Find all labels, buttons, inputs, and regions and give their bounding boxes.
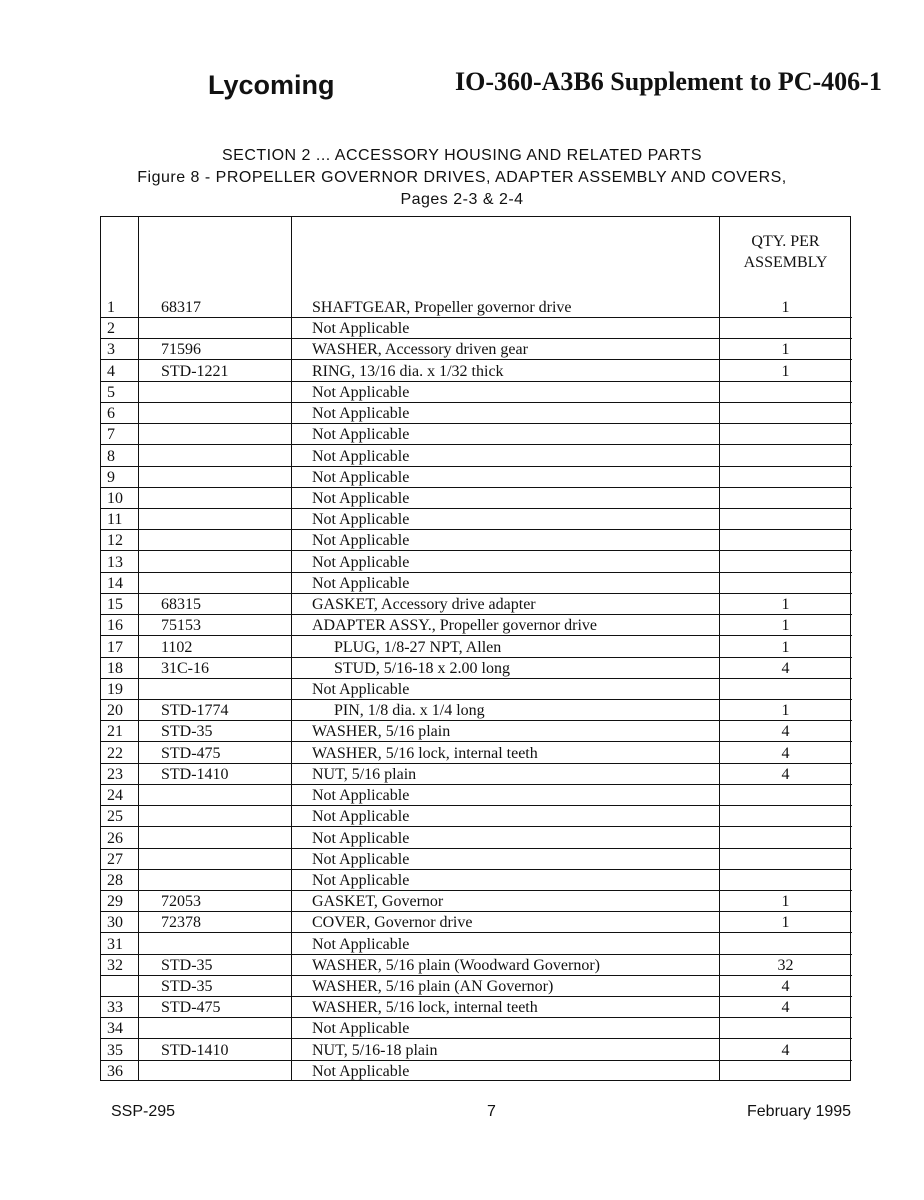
parts-table [100, 216, 851, 1081]
table-row [101, 318, 852, 339]
part-description: GASKET, Governor [312, 893, 444, 911]
part-description: PIN, 1/8 dia. x 1/4 long [334, 702, 485, 720]
part-number: 75153 [161, 617, 201, 635]
item-number: 28 [107, 871, 123, 889]
part-number: STD-35 [161, 978, 213, 996]
part-description: COVER, Governor drive [312, 914, 473, 932]
part-description: PLUG, 1/8-27 NPT, Allen [334, 638, 502, 656]
item-number: 15 [107, 596, 123, 614]
item-number: 22 [107, 744, 123, 762]
item-number: 24 [107, 787, 123, 805]
table-row [101, 658, 852, 679]
item-number: 20 [107, 702, 123, 720]
item-number: 5 [107, 383, 115, 401]
part-number: 72378 [161, 914, 201, 932]
part-number: STD-475 [161, 744, 221, 762]
table-row [101, 700, 852, 721]
table-row [101, 488, 852, 509]
item-number: 16 [107, 617, 123, 635]
table-row [101, 976, 852, 997]
table-row [101, 1061, 852, 1082]
item-number: 29 [107, 893, 123, 911]
item-number: 18 [107, 659, 123, 677]
table-row [101, 997, 852, 1018]
table-row [101, 594, 852, 615]
item-number: 14 [107, 574, 123, 592]
item-number: 3 [107, 341, 115, 359]
table-row [101, 849, 852, 870]
quantity: 1 [781, 638, 790, 656]
part-number: 71596 [161, 341, 201, 359]
part-description: Not Applicable [312, 935, 410, 953]
table-row [101, 446, 852, 467]
part-description: WASHER, 5/16 plain (AN Governor) [312, 978, 554, 996]
item-number: 1 [107, 299, 115, 316]
table-row [101, 785, 852, 806]
quantity: 4 [781, 765, 790, 783]
part-number: STD-1410 [161, 1041, 229, 1059]
part-number: STD-35 [161, 723, 213, 741]
item-number: 10 [107, 489, 123, 507]
table-row [101, 828, 852, 849]
part-number: 31C-16 [161, 659, 209, 677]
item-number: 8 [107, 447, 115, 465]
part-description: Not Applicable [312, 829, 410, 847]
part-description: Not Applicable [312, 871, 410, 889]
part-description: NUT, 5/16 plain [312, 765, 417, 783]
quantity: 32 [777, 956, 794, 974]
part-description: RING, 13/16 dia. x 1/32 thick [312, 362, 504, 380]
quantity: 4 [781, 999, 790, 1017]
qty-header-line: ASSEMBLY [743, 254, 828, 271]
item-number: 35 [107, 1041, 123, 1059]
issue-date: February 1995 [747, 1103, 852, 1120]
part-description: Not Applicable [312, 489, 410, 507]
table-row [101, 403, 852, 424]
item-number: 11 [107, 511, 123, 529]
quantity: 1 [781, 299, 790, 316]
quantity: 4 [781, 659, 790, 677]
table-row [101, 955, 852, 976]
part-description: ADAPTER ASSY., Propeller governor drive [312, 617, 598, 635]
section-heading [0, 145, 924, 211]
item-number: 36 [107, 1062, 123, 1080]
item-number: 31 [107, 935, 123, 953]
table-row [101, 339, 852, 360]
quantity: 1 [781, 341, 790, 359]
part-description: Not Applicable [312, 574, 410, 592]
part-description: Not Applicable [312, 383, 410, 401]
table-row [101, 615, 852, 636]
part-number: 68317 [161, 299, 201, 316]
item-number: 12 [107, 532, 123, 550]
table-row [101, 912, 852, 933]
item-number: 27 [107, 850, 123, 868]
part-description: WASHER, 5/16 plain [312, 723, 451, 741]
item-number: 32 [107, 956, 123, 974]
part-number: STD-1774 [161, 702, 229, 720]
table-row [101, 509, 852, 530]
table-row [101, 934, 852, 955]
table-row [101, 891, 852, 912]
doc-id: SSP-295 [111, 1103, 176, 1120]
part-description: WASHER, Accessory driven gear [312, 341, 528, 359]
item-number: 17 [107, 638, 123, 656]
part-description: Not Applicable [312, 532, 410, 550]
quantity: 1 [781, 617, 790, 635]
item-number: 4 [107, 362, 115, 380]
table-row [101, 679, 852, 700]
part-number: 1102 [161, 638, 193, 656]
item-number: 34 [107, 1020, 123, 1038]
part-description: Not Applicable [312, 680, 410, 698]
quantity: 1 [781, 702, 790, 720]
part-description: NUT, 5/16-18 plain [312, 1041, 438, 1059]
item-number: 33 [107, 999, 123, 1017]
part-description: Not Applicable [312, 320, 410, 338]
part-description: Not Applicable [312, 511, 410, 529]
part-description: Not Applicable [312, 426, 410, 444]
part-description: Not Applicable [312, 553, 410, 571]
table-row [101, 806, 852, 827]
item-number: 7 [107, 426, 115, 444]
table-row [101, 530, 852, 551]
table-row [101, 467, 852, 488]
item-number: 25 [107, 808, 123, 826]
part-number: STD-475 [161, 999, 221, 1017]
table-row [101, 743, 852, 764]
part-number: STD-1221 [161, 362, 229, 380]
item-number: 13 [107, 553, 123, 571]
document-title: IO-360-A3B6 Supplement to PC-406-1 [455, 67, 882, 96]
quantity: 1 [781, 914, 790, 932]
item-number: 9 [107, 468, 115, 486]
quantity: 1 [781, 893, 790, 911]
item-number: 30 [107, 914, 123, 932]
table-row [101, 297, 852, 318]
table-row [101, 573, 852, 594]
table-row [101, 870, 852, 891]
part-description: Not Applicable [312, 850, 410, 868]
item-number: 19 [107, 680, 123, 698]
table-row [101, 764, 852, 785]
table-row [101, 1040, 852, 1061]
part-number: 72053 [161, 893, 201, 911]
item-number: 26 [107, 829, 123, 847]
part-number: STD-35 [161, 956, 213, 974]
part-description: Not Applicable [312, 1020, 410, 1038]
table-row [101, 637, 852, 658]
figure-caption: Figure 8 - PROPELLER GOVERNOR DRIVES, ADAPTER ASSEMBLY AND COVERS, [137, 169, 787, 186]
qty-column-header [719, 231, 852, 273]
table-row [101, 382, 852, 403]
part-description: GASKET, Accessory drive adapter [312, 596, 536, 614]
part-description: Not Applicable [312, 808, 410, 826]
figure-pages: Pages 2-3 & 2-4 [400, 191, 524, 208]
part-number: 68315 [161, 596, 201, 614]
item-number: 2 [107, 320, 115, 338]
item-number: 21 [107, 723, 123, 741]
table-row [101, 721, 852, 742]
table-row [101, 1018, 852, 1039]
quantity: 4 [781, 978, 790, 996]
part-description: Not Applicable [312, 787, 410, 805]
part-description: Not Applicable [312, 468, 410, 486]
section-title: SECTION 2 ... ACCESSORY HOUSING AND RELATED PARTS [221, 147, 703, 164]
part-description: Not Applicable [312, 1062, 410, 1080]
table-row [101, 361, 852, 382]
part-description: WASHER, 5/16 lock, internal teeth [312, 999, 538, 1017]
quantity: 1 [781, 362, 790, 380]
table-row [101, 424, 852, 445]
qty-header-line: QTY. PER [751, 233, 820, 250]
part-description: STUD, 5/16-18 x 2.00 long [334, 659, 510, 677]
page-number: 7 [487, 1103, 496, 1120]
item-number: 6 [107, 405, 115, 423]
quantity: 1 [781, 596, 790, 614]
quantity: 4 [781, 744, 790, 762]
table-row [101, 552, 852, 573]
part-description: Not Applicable [312, 447, 410, 465]
part-description: Not Applicable [312, 405, 410, 423]
part-description: SHAFTGEAR, Propeller governor drive [312, 299, 572, 316]
part-description: WASHER, 5/16 lock, internal teeth [312, 744, 538, 762]
quantity: 4 [781, 723, 790, 741]
quantity: 4 [781, 1041, 790, 1059]
brand-name: Lycoming [208, 70, 335, 100]
part-number: STD-1410 [161, 765, 229, 783]
part-description: WASHER, 5/16 plain (Woodward Governor) [312, 956, 600, 974]
item-number: 23 [107, 765, 123, 783]
